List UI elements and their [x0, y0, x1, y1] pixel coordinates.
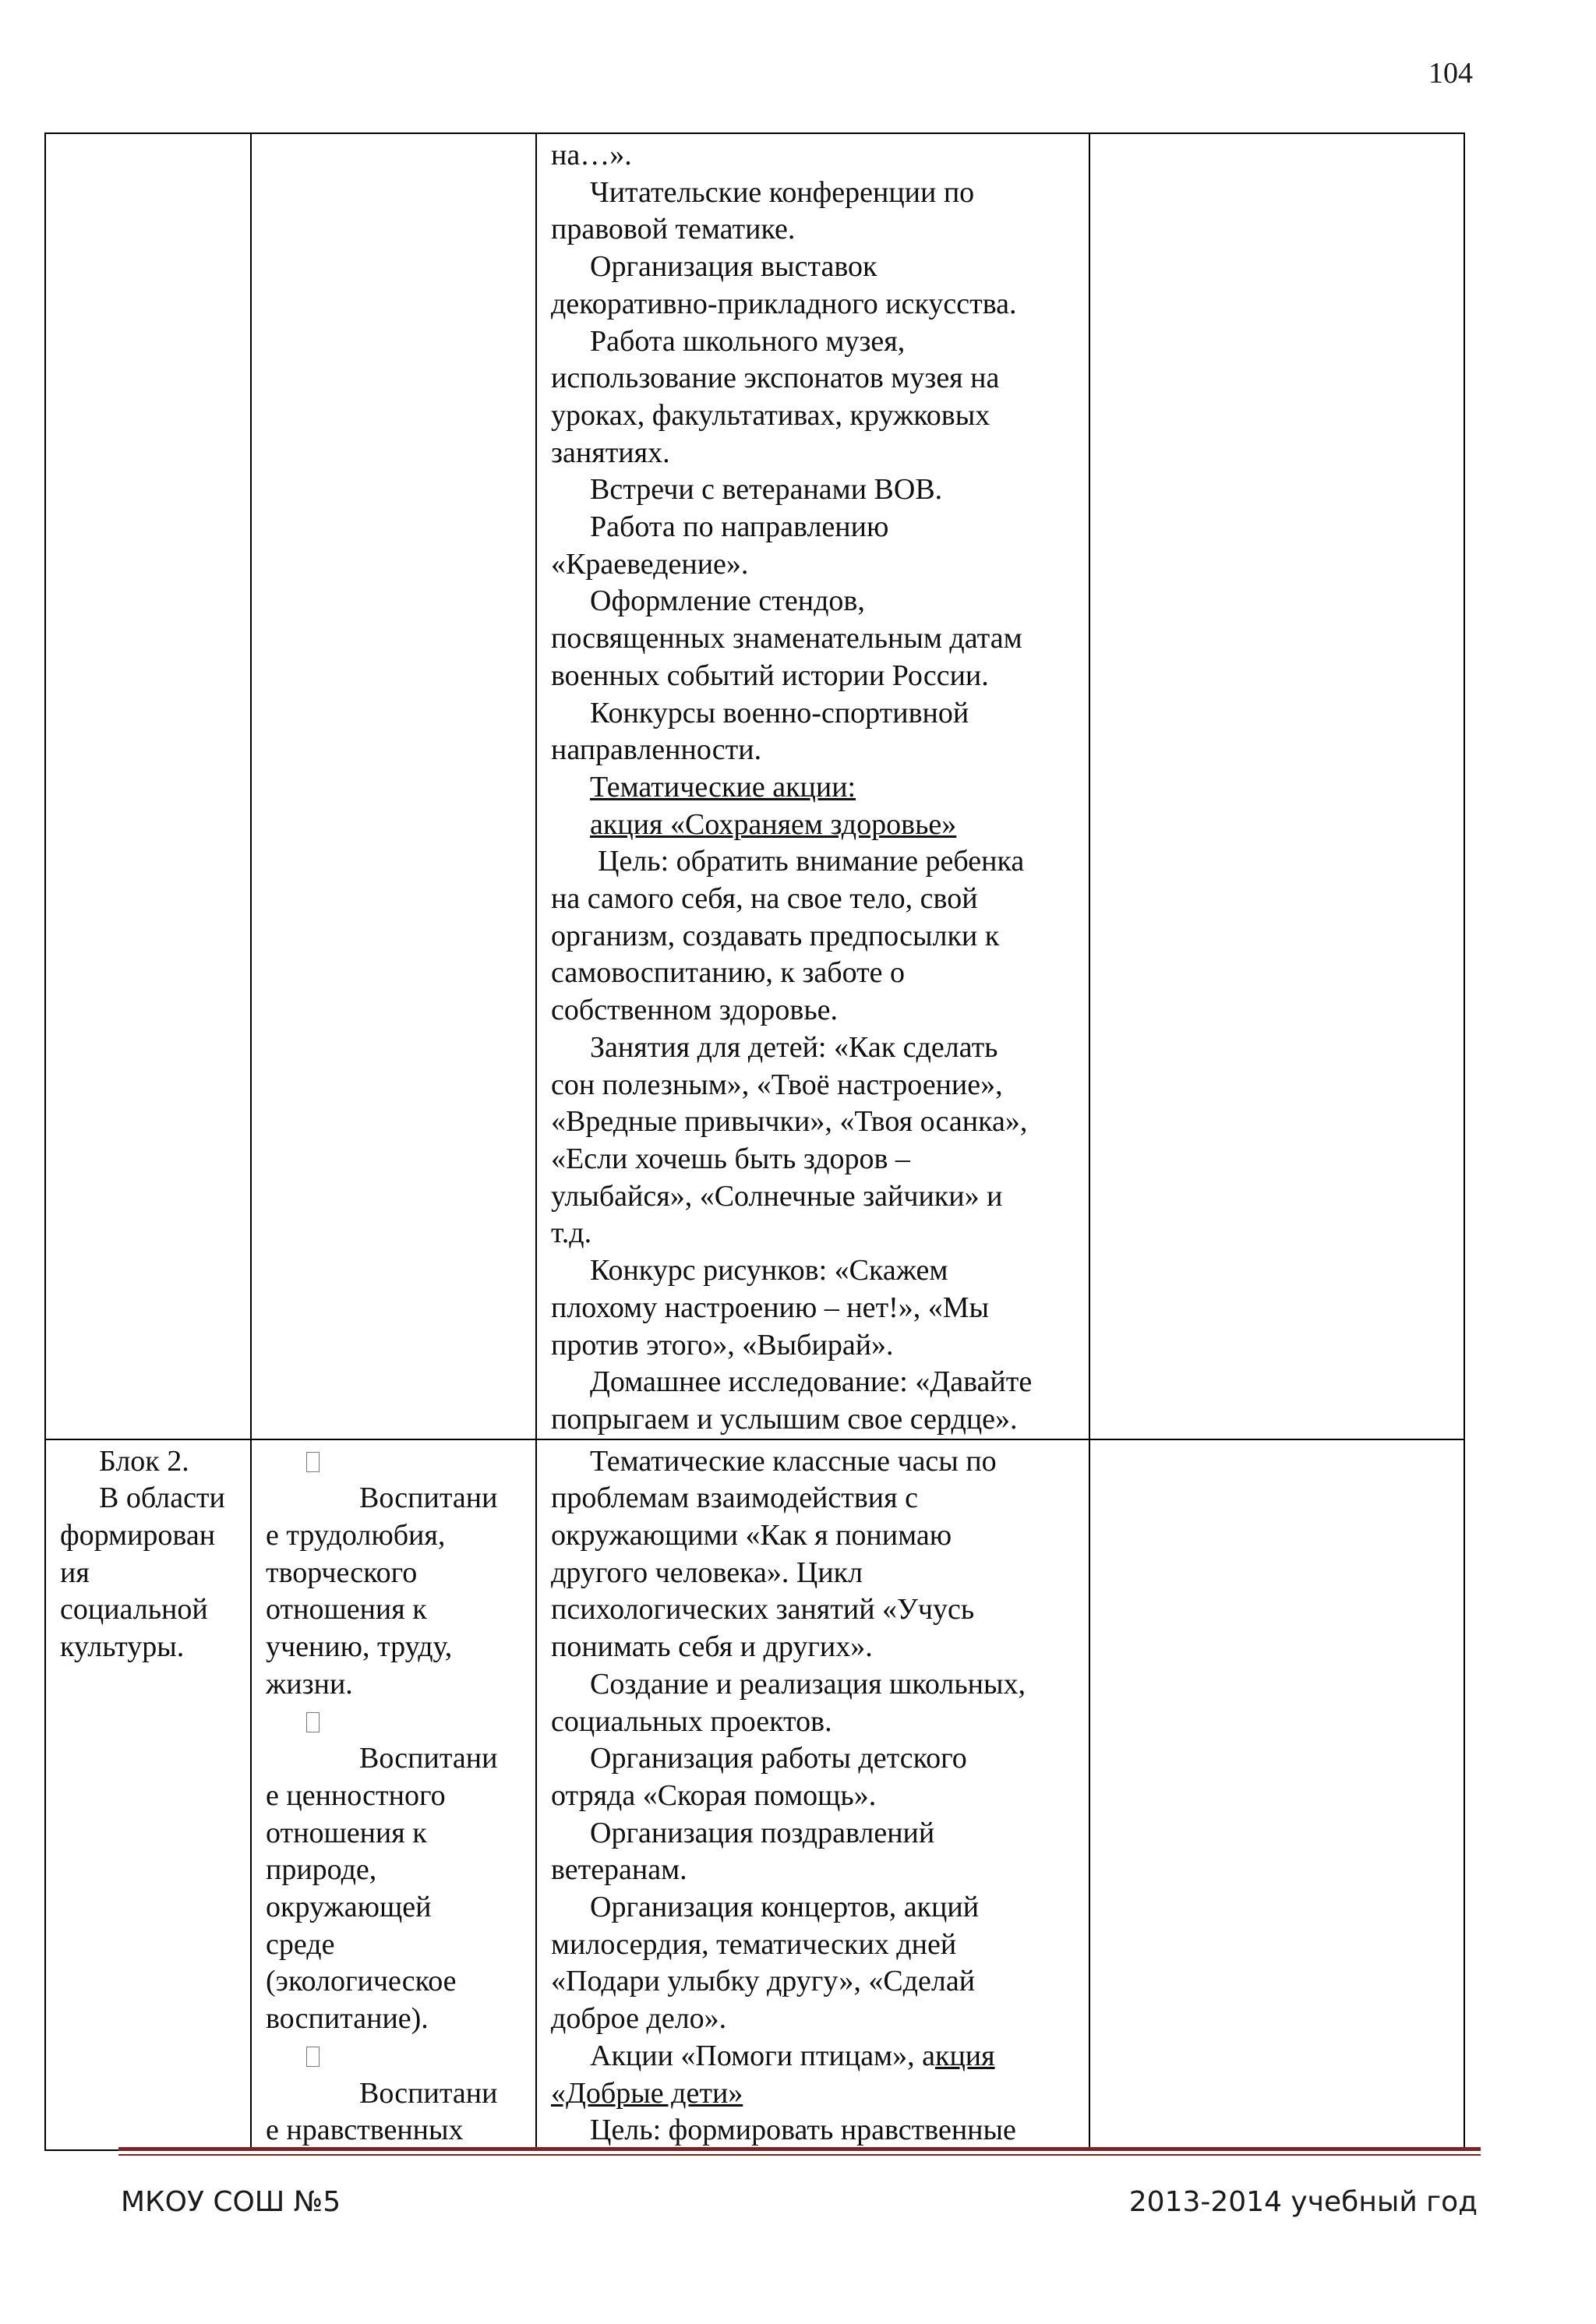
bullet-lead-text: Воспитани: [359, 2076, 498, 2110]
text-line: Цель: обратить внимание ребенка: [598, 845, 1025, 878]
text-line: на самого себя, на свое тело, свой: [551, 882, 978, 916]
text-line: Читательские конференции по: [590, 175, 975, 209]
text-line: самовоспитанию, к заботе о: [551, 956, 906, 990]
text-line: Организация поздравлений: [590, 1816, 935, 1849]
text-line: воспитание).: [266, 2002, 429, 2036]
page-number: 104: [1428, 57, 1473, 90]
text-line: милосердия, тематических дней: [551, 1927, 957, 1961]
footer-school-name: МКОУ СОШ №5: [121, 2186, 341, 2218]
text-line: занятиях.: [551, 436, 670, 469]
text-line: собственном здоровье.: [551, 994, 839, 1027]
footer-divider: [118, 2147, 1481, 2151]
text-line: другого человека». Цикл: [551, 1556, 863, 1589]
text-line: Встречи с ветеранами ВОВ.: [590, 473, 943, 507]
text-line: организм, создавать предпосылки к: [551, 919, 1000, 952]
text-line: улыбайся», «Солнечные зайчики» и: [551, 1179, 1003, 1213]
bullet-lead-text: Воспитани: [359, 1742, 498, 1775]
text-line: Работа по направлению: [590, 510, 889, 544]
text-line: правовой тематике.: [551, 213, 796, 246]
bullet-marker: [266, 1704, 526, 1741]
text-line: попрыгаем и услышим свое сердце».: [551, 1402, 1018, 1436]
bullet-box-icon: [306, 1712, 320, 1732]
bullet-lead-text: Воспитани: [359, 1482, 498, 1515]
text-line: формирован: [60, 1519, 216, 1552]
text-line: отношения к: [266, 1816, 427, 1849]
text-line: на…».: [551, 139, 632, 171]
text-line: отряда «Скорая помощь».: [551, 1778, 877, 1812]
text-line: Цель: формировать нравственные: [590, 2114, 1016, 2147]
text-line: уроках, факультативах, кружковых: [551, 398, 990, 432]
text-line: отношения к: [266, 1593, 427, 1626]
text-line: Занятия для детей: «Как сделать: [590, 1030, 998, 1064]
text-line: понимать себя и других».: [551, 1630, 873, 1664]
bullet-marker: [266, 2038, 526, 2075]
text-line: использование экспонатов музея на: [551, 362, 1000, 395]
underlined-text: акция «Сохраняем здоровье»: [590, 807, 957, 841]
table-row-2: [45, 1439, 1464, 2150]
text-line: е трудолюбия,: [266, 1519, 446, 1552]
text-line: декоративно-прикладного искусства.: [551, 287, 1017, 320]
text-line: (экологическое: [266, 1965, 457, 1998]
text-line: «Подари улыбку другу», «Сделай: [551, 1965, 976, 1998]
text-line: сон полезным», «Твоё настроение»,: [551, 1068, 1003, 1101]
text-line: [266, 1480, 526, 1517]
text-line: «Если хочешь быть здоров –: [551, 1142, 910, 1175]
text-line: «Вредные привычки», «Твоя осанка»,: [551, 1105, 1028, 1139]
text-line: Организация выставок: [590, 250, 877, 284]
text-line: В области: [99, 1482, 225, 1515]
text-line: ветеранам.: [551, 1853, 687, 1887]
bullet-box-icon: [306, 1452, 320, 1472]
text-line: окружающей: [266, 1891, 432, 1924]
text-line: Работа школьного музея,: [590, 324, 906, 358]
block-title: Блок 2.: [99, 1444, 189, 1478]
text-line: доброе дело».: [551, 2002, 727, 2036]
underlined-text: «Добрые дети»: [551, 2076, 743, 2110]
text-line: окружающими «Как я понимаю: [551, 1519, 952, 1552]
text-line: психологических занятий «Учусь: [551, 1593, 975, 1626]
row2-cell-block: [45, 1439, 251, 2150]
text-line: т.д.: [551, 1217, 592, 1250]
text-line: социальной: [60, 1593, 208, 1626]
text-line: учению, труду,: [266, 1630, 453, 1664]
row1-cell-directions: [251, 133, 536, 1439]
footer-divider-thin: [118, 2154, 1481, 2156]
document-table: [44, 132, 1465, 2151]
row1-cell-notes: [1089, 133, 1464, 1439]
text-line: Организация работы детского: [590, 1742, 967, 1775]
text-line: Организация концертов, акций: [590, 1891, 980, 1924]
bullet-box-icon: [306, 2047, 320, 2067]
text-line: Создание и реализация школьных,: [590, 1667, 1026, 1701]
text-line: Оформление стендов,: [590, 585, 865, 618]
text-line: [266, 1740, 526, 1778]
text-line: [266, 2075, 526, 2113]
text-line: [551, 2038, 1078, 2075]
text-line: жизни.: [266, 1667, 353, 1701]
text-line-underlined: [551, 2075, 1078, 2113]
text-line: Конкурсы военно-спортивной: [590, 696, 969, 729]
text-line: «Краеведение».: [551, 547, 749, 581]
text-line: творческого: [266, 1556, 418, 1589]
text-line: Тематические классные часы по: [590, 1444, 997, 1478]
row1-cell-block: [45, 133, 251, 1439]
underlined-text: кция: [935, 2039, 995, 2072]
text-line: социальных проектов.: [551, 1704, 832, 1738]
text-line: природе,: [266, 1853, 377, 1887]
underlined-text: Тематические акции:: [590, 770, 856, 804]
text-line: военных событий истории России.: [551, 659, 989, 692]
row2-cell-directions: [251, 1439, 536, 2150]
row1-cell-activities: [536, 133, 1089, 1439]
table-row-1: [45, 133, 1464, 1439]
row2-cell-notes: [1089, 1439, 1464, 2150]
text-line-underlined: [551, 807, 1078, 844]
text-segment: Акции «Помоги птицам», а: [590, 2039, 935, 2072]
text-line: проблемам взаимодействия с: [551, 1482, 918, 1515]
text-line: Конкурс рисунков: «Скажем: [590, 1254, 948, 1287]
text-line: плохому настроению – нет!», «Мы: [551, 1291, 990, 1324]
text-line: против этого», «Выбирай».: [551, 1328, 894, 1362]
bullet-marker: [266, 1443, 526, 1481]
text-line: Домашнее исследование: «Давайте: [590, 1365, 1033, 1399]
text-line-underlined: [551, 769, 1078, 807]
text-line: культуры.: [60, 1630, 185, 1664]
row2-cell-activities: [536, 1439, 1089, 2150]
text-line: посвященных знаменательным датам: [551, 622, 1022, 655]
text-line: среде: [266, 1927, 335, 1961]
text-line: е ценностного: [266, 1778, 446, 1812]
text-line: ия: [60, 1556, 90, 1589]
text-line: направленности.: [551, 733, 762, 767]
text-line: е нравственных: [266, 2114, 464, 2147]
footer-school-year: 2013-2014 учебный год: [1128, 2186, 1478, 2218]
